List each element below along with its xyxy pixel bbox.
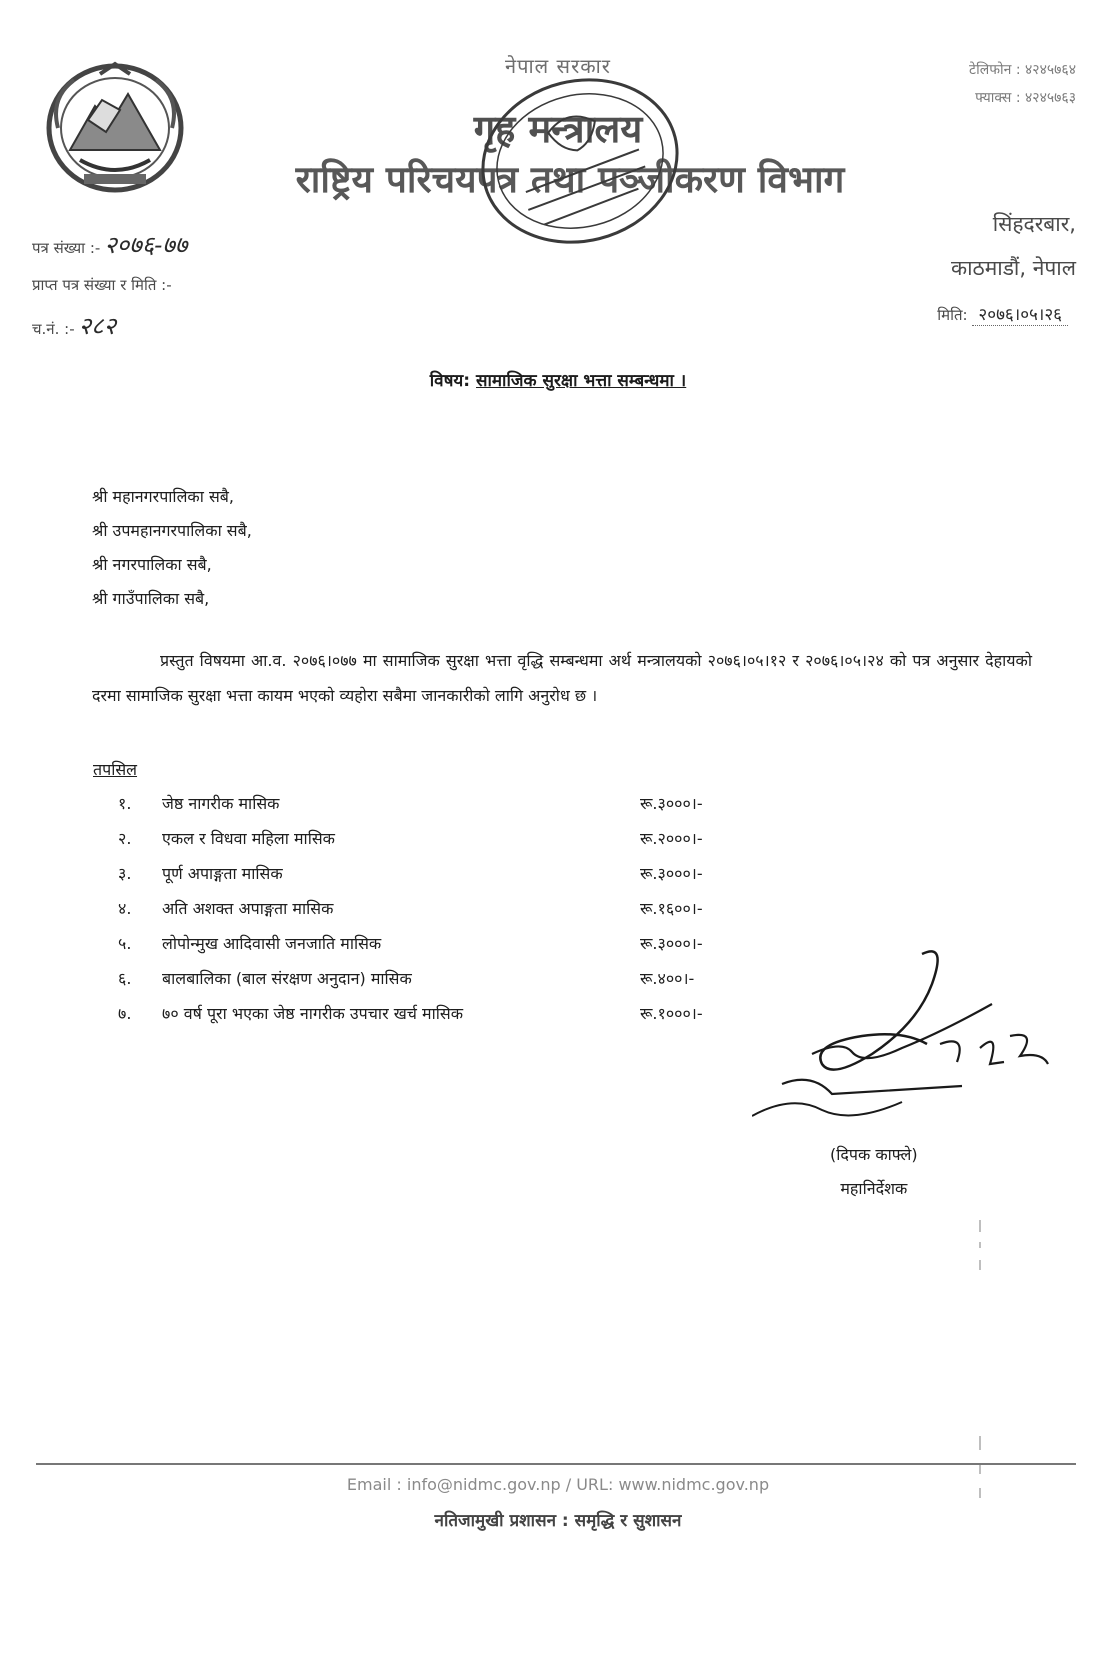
- allowance-amount: रू.३०००।-: [640, 934, 703, 953]
- email-address[interactable]: info@nidmc.gov.np: [406, 1475, 561, 1494]
- allowance-description: लोपोन्मुख आदिवासी जनजाति मासिक: [162, 934, 382, 953]
- allowance-number: ६.: [118, 969, 132, 988]
- allowance-amount: रू.३०००।-: [640, 794, 703, 813]
- allowance-number: १.: [118, 794, 132, 813]
- allowance-number: २.: [118, 829, 132, 848]
- recipient-item: श्री नगरपालिका सबै,: [92, 555, 212, 574]
- allowance-number: ७.: [118, 1004, 132, 1023]
- office-stamp-icon: [470, 66, 690, 256]
- footer-divider: [36, 1463, 1076, 1465]
- office-address: [951, 202, 1076, 290]
- allowance-list: [118, 792, 778, 1037]
- signer-designation: महानिर्देशक: [840, 1179, 908, 1198]
- footer-motto: नतिजामुखी प्रशासन : समृद्धि र सुशासन: [434, 1511, 682, 1531]
- allowance-amount: रू.४००।-: [640, 969, 695, 988]
- url-label: URL:: [576, 1475, 614, 1494]
- allowance-amount: रू.३०००।-: [640, 864, 703, 883]
- fax-label: फ्याक्स: [975, 90, 1012, 106]
- annex-heading: तपसिल: [93, 760, 138, 779]
- footer-contact: [0, 1475, 1116, 1494]
- allowance-number: ३.: [118, 864, 132, 883]
- letter-number: २०७६-७७: [104, 231, 188, 259]
- address-line-2: काठमाडौं, नेपाल: [950, 256, 1076, 280]
- contact-block: [969, 56, 1076, 112]
- date-value: २०७६।०५।२६: [972, 305, 1068, 326]
- allowance-description: ७० वर्ष पूरा भएका जेष्ठ नागरीक उपचार खर्च मासिक: [162, 1004, 463, 1023]
- allowance-description: पूर्ण अपाङ्गता मासिक: [162, 864, 283, 883]
- subject-text: सामाजिक सुरक्षा भत्ता सम्बन्धमा ।: [476, 371, 687, 391]
- email-label: Email :: [346, 1475, 402, 1494]
- allowance-row: [118, 792, 778, 827]
- allowance-row: [118, 967, 778, 1002]
- allowance-row: [118, 932, 778, 967]
- government-name: नेपाल सरकार: [505, 54, 611, 78]
- website-link[interactable]: www.nidmc.gov.np: [618, 1475, 770, 1494]
- allowance-row: [118, 1002, 778, 1037]
- dispatch-number-row: [32, 309, 187, 342]
- signer-name: (दिपक काफ्ले): [830, 1145, 918, 1164]
- fax-number: ४२४५७६३: [1025, 90, 1076, 106]
- letter-date: [937, 302, 1068, 325]
- ministry-name: गृह मन्त्रालय: [473, 107, 643, 151]
- allowance-description: बालबालिका (बाल संरक्षण अनुदान) मासिक: [162, 969, 412, 988]
- allowance-description: अति अशक्त अपाङ्गता मासिक: [162, 899, 334, 918]
- signer-block: [830, 1138, 918, 1206]
- phone-label: टेलिफोन: [969, 62, 1012, 78]
- allowance-amount: रू.१०००।-: [640, 1004, 703, 1023]
- dispatch-number: २८२: [78, 312, 117, 340]
- allowance-description: एकल र विधवा महिला मासिक: [162, 829, 335, 848]
- footer-separator: /: [560, 1475, 577, 1494]
- subject-label: विषय:: [429, 371, 471, 391]
- recipient-item: श्री महानगरपालिका सबै,: [92, 487, 234, 506]
- allowance-amount: रू.१६००।-: [640, 899, 703, 918]
- allowance-number: ४.: [118, 899, 132, 918]
- allowance-row: [118, 897, 778, 932]
- letter-number-row: [32, 228, 187, 261]
- received-letter-label: प्राप्त पत्र संख्या र मिति :-: [32, 276, 172, 294]
- subject-line: [0, 368, 1116, 391]
- allowance-number: ५.: [118, 934, 132, 953]
- allowance-row: [118, 827, 778, 862]
- received-letter-row: [32, 275, 187, 295]
- allowance-description: जेष्ठ नागरीक मासिक: [162, 794, 280, 813]
- date-label: मिति:: [937, 306, 968, 324]
- allowance-amount: रू.२०००।-: [640, 829, 703, 848]
- address-line-1: सिंहदरबार,: [992, 212, 1076, 236]
- letter-number-label: पत्र संख्या :-: [32, 239, 101, 257]
- body-paragraph: प्रस्तुत विषयमा आ.व. २०७६।०७७ मा सामाजिक सुरक्षा भत्ता वृद्धि सम्बन्धमा अर्थ मन्त्रालयको २०७६।०५।१२ र २०७६।०५।२४ को पत्र अनुसार देहायको दरमा सामाजिक सुरक्षा भत्ता कायम भएको व्यहोरा सबैमा जानकारीको लागि अनुरोध छ ।: [92, 651, 1032, 705]
- phone-number: ४२४५७६४: [1025, 62, 1076, 78]
- recipient-item: श्री उपमहानगरपालिका सबै,: [92, 521, 252, 540]
- recipient-list: [92, 480, 252, 616]
- allowance-row: [118, 862, 778, 897]
- fax-line: फ्याक्स : ४२४५७६३: [975, 90, 1076, 106]
- reference-block: [32, 228, 187, 356]
- phone-line: टेलिफोन : ४२४५७६४: [969, 62, 1076, 78]
- recipient-item: श्री गाउँपालिका सबै,: [92, 589, 210, 608]
- department-name: राष्ट्रिय परिचयपत्र तथा पञ्जीकरण विभाग: [295, 158, 845, 201]
- dispatch-number-label: च.नं. :-: [32, 320, 75, 338]
- handwritten-signature-icon: [752, 944, 1052, 1144]
